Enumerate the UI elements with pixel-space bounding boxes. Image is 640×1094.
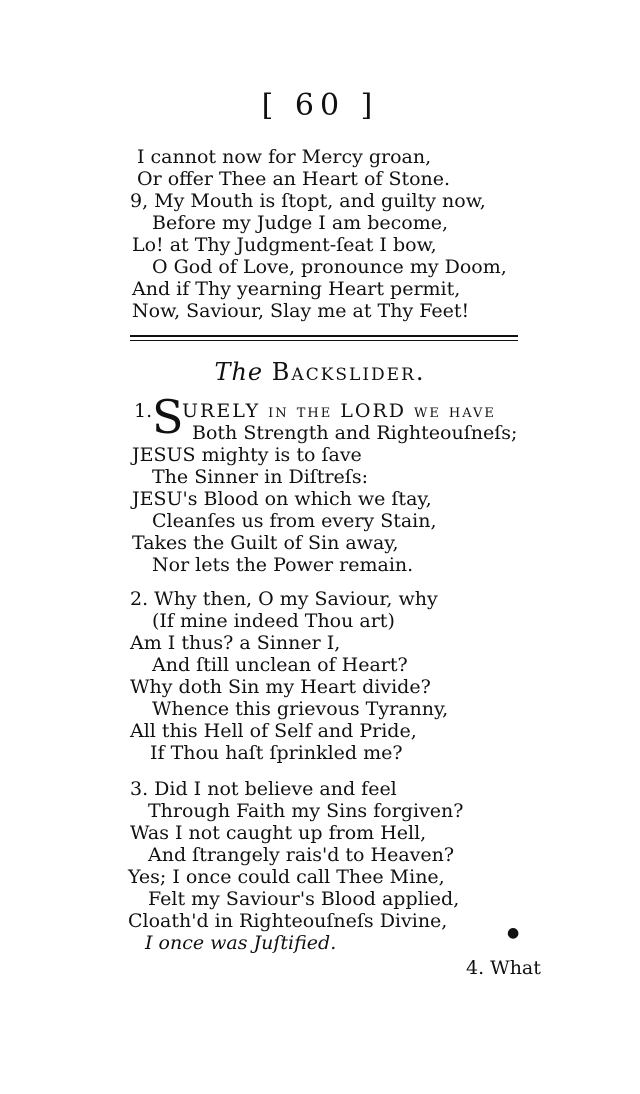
title-main: Backslider. [271, 358, 426, 386]
verse-line: And ſtrangely rais'd to Heaven? [148, 844, 455, 866]
verse-line: All this Hell of Self and Pride, [130, 720, 417, 742]
verse-line: Now, Saviour, Slay me at Thy Feet! [132, 300, 470, 322]
verse-line: (If mine indeed Thou art) [152, 610, 395, 632]
verse-line: And if Thy yearning Heart permit, [132, 278, 461, 300]
verse-line: Cloath'd in Righteouſneſs Divine, [128, 910, 448, 932]
verse-line: Through Faith my Sins forgiven? [148, 800, 464, 822]
verse-line: I once was Juſtified. [145, 932, 337, 954]
ink-mark-icon: ● [507, 925, 520, 941]
hymn-title [0, 358, 640, 386]
verse-line: Takes the Guilt of Sin away, [132, 532, 399, 554]
stanza-number: 1. [134, 400, 153, 422]
verse-line: Lo! at Thy Judgment-ſeat I bow, [132, 234, 437, 256]
verse-line: URELY in the LORD we have [182, 400, 496, 422]
verse-line: Yes; I once could call Thee Mine, [128, 866, 445, 888]
verse-line: 2. Why then, O my Saviour, why [130, 588, 438, 610]
verse-line: 9, My Mouth is ſtopt, and guilty now, [130, 190, 486, 212]
drop-cap: S [152, 390, 184, 444]
verse-line: Both Strength and Righteouſneſs; [192, 422, 518, 444]
verse-line: Cleanſes us from every Stain, [152, 510, 437, 532]
verse-line: Am I thus? a Sinner I, [130, 632, 341, 654]
verse-line: JESU's Blood on which we ſtay, [132, 488, 432, 510]
verse-line: 3. Did I not believe and feel [130, 778, 397, 800]
verse-line: Why doth Sin my Heart divide? [130, 676, 431, 698]
verse-line: O God of Love, pronounce my Doom, [152, 256, 507, 278]
page-number: [ 60 ] [261, 88, 379, 123]
verse-line: The Sinner in Diſtreſs: [152, 466, 368, 488]
verse-line: Felt my Saviour's Blood applied, [148, 888, 460, 910]
verse-line: Nor lets the Power remain. [152, 554, 414, 576]
verse-line: I cannot now for Mercy groan, [137, 146, 432, 168]
section-rule [130, 335, 518, 337]
verse-line: If Thou haſt ſprinkled me? [150, 742, 403, 764]
verse-line: Was I not caught up from Hell, [130, 822, 427, 844]
title-prefix: The [214, 358, 264, 386]
verse-line: Or offer Thee an Heart of Stone. [137, 168, 451, 190]
verse-line: Whence this grievous Tyranny, [152, 698, 449, 720]
verse-line: Before my Judge I am become, [152, 212, 449, 234]
catchword: 4. What [466, 957, 541, 979]
section-rule-thin [130, 340, 518, 341]
verse-line: JESUS mighty is to ſave [132, 444, 362, 466]
verse-line: And ſtill unclean of Heart? [152, 654, 408, 676]
